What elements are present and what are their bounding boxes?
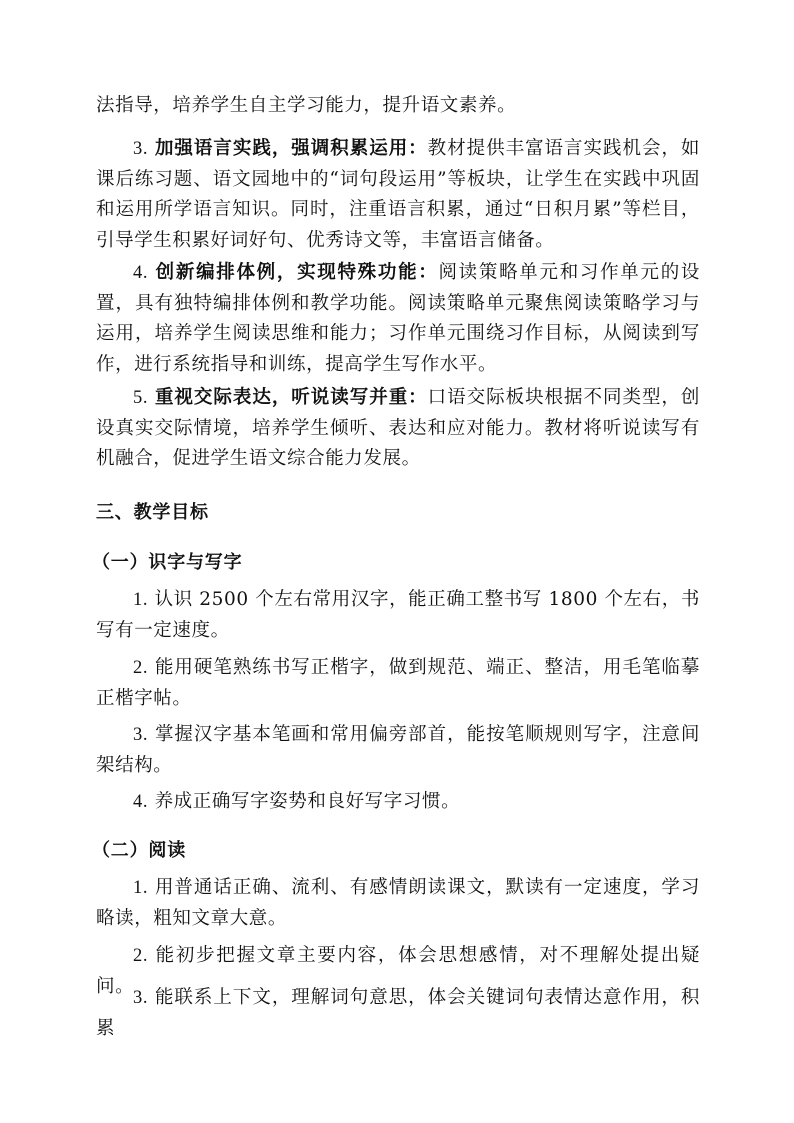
literacy-item-4 — [96, 787, 700, 818]
literacy-item-3 — [96, 720, 700, 781]
feature-lead: 创新编排体例，实现特殊功能： — [155, 262, 439, 283]
feature-number: 3. — [133, 139, 149, 159]
intro-paragraph-tail: 法指导，培养学生自主学习能力，提升语文素养。 — [96, 95, 517, 116]
item-number: 3. — [133, 988, 149, 1008]
feature-lead: 加强语言实践，强调积累运用： — [154, 138, 428, 159]
item-text: 能用硬笔熟练书写正楷字，做到规范、端正、整洁，用毛笔临摹正楷字帖。 — [96, 657, 701, 709]
item-number: 4. — [133, 792, 149, 812]
subsection-title-reading: （二）阅读 — [92, 840, 186, 861]
item-text: 能联系上下文，理解词句意思，体会关键词句表情达意作用，积累 — [96, 987, 701, 1039]
feature-text: 口语交际板块根据不同类型，创设真实交际情境，培养学生倾听、表达和应对能力。教材将听说读写有机融合，促进学生语文综合能力发展。 — [96, 387, 701, 469]
feature-paragraph-3 — [96, 134, 700, 256]
feature-text: 阅读策略单元和习作单元的设置，具有独特编排体例和教学功能。阅读策略单元聚焦阅读策略学习与运用，培养学生阅读思维和能力；习作单元围绕习作目标，从阅读到写作，进行系统指导和训练，提高学生写作水平。 — [96, 262, 700, 375]
reading-item-1 — [96, 873, 700, 934]
item-text: 养成正确写字姿势和良好写字习惯。 — [154, 791, 461, 812]
reading-item-3 — [96, 983, 700, 1044]
section-title: 三、教学目标 — [96, 502, 209, 523]
subsection-title-literacy: （一）识字与写字 — [92, 552, 243, 573]
item-number: 3. — [133, 725, 149, 745]
item-text: 用普通话正确、流利、有感情朗读课文，默读有一定速度，学习略读，粗知文章大意。 — [96, 877, 701, 929]
feature-paragraph-5 — [96, 383, 700, 475]
feature-number: 4. — [133, 263, 149, 283]
item-text: 能初步把握文章主要内容，体会思想感情，对不理解处提出疑问。 — [96, 945, 701, 997]
item-number: 2. — [133, 658, 149, 678]
item-number: 1. — [133, 878, 149, 898]
item-number: 2. — [133, 946, 149, 966]
feature-number: 5. — [133, 388, 149, 408]
item-text: 掌握汉字基本笔画和常用偏旁部首，能按笔顺规则写字，注意间架结构。 — [96, 724, 701, 776]
feature-text: 教材提供丰富语言实践机会，如课后练习题、语文园地中的“词句段运用”等板块，让学生在实践中巩固和运用所学语言知识。同时，注重语言积累，通过“日积月累”等栏目，引导学生积累好词好句、优秀诗文等，丰富语言储备。 — [96, 138, 701, 251]
feature-lead: 重视交际表达，听说读写并重： — [154, 387, 428, 408]
item-number: 1. — [133, 590, 149, 610]
item-text: 认识 2500 个左右常用汉字，能正确工整书写 1800 个左右，书写有一定速度。 — [96, 589, 700, 641]
feature-paragraph-4 — [96, 258, 700, 380]
literacy-item-1 — [96, 585, 700, 646]
literacy-item-2 — [96, 653, 700, 714]
